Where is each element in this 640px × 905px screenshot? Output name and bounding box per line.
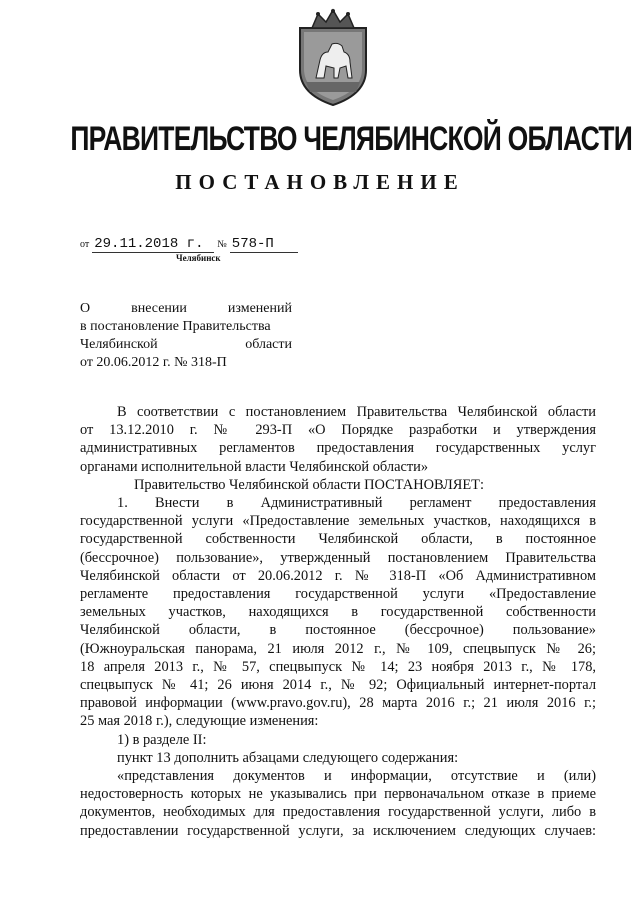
body-line: (Южноуральская панорама, 21 июля 2012 г., № 109, спецвыпуск № 26; [80, 640, 596, 657]
document-body [80, 403, 596, 840]
body-line: правовой информации (www.pravo.gov.ru), 28 марта 2016 г.; 21 июля 2016 г.; [80, 695, 596, 712]
body-line: документов, необходимых для предоставления государственной услуги, либо в [80, 804, 596, 821]
body-line: (бессрочное) пользование», утвержденный постановлением Правительства [80, 549, 596, 566]
document-subject [80, 300, 292, 372]
body-line: государственной собственности Челябинской области, в постоянное [80, 531, 596, 548]
body-line: В соответствии с постановлением Правительства Челябинской области [117, 404, 596, 420]
body-line: Челябинской области от 20.06.2012 г. № 318-П «Об Административном [80, 567, 596, 584]
subject-line: О внесении изменений [80, 301, 292, 316]
number-label: № [217, 239, 227, 250]
subject-line: от 20.06.2012 г. № 318-П [80, 355, 227, 370]
body-line: регламенте предоставления государственной услуги «Предоставление [80, 586, 596, 603]
document-type: ПОСТАНОВЛЕНИЕ [175, 170, 465, 194]
date-label: от [80, 239, 90, 250]
city-name: Челябинск [176, 253, 221, 263]
document-date: 29.11.2018 г. [92, 236, 214, 253]
organization-title: ПРАВИТЕЛЬСТВО ЧЕЛЯБИНСКОЙ ОБЛАСТИ [70, 120, 633, 158]
body-line: пункт 13 дополнить абзацами следующего содержания: [117, 749, 459, 766]
body-line: от 13.12.2010 г. № 293-П «О Порядке разработки и утверждения [80, 422, 596, 439]
registration-line [80, 236, 298, 253]
document-number: 578-П [230, 236, 298, 253]
body-line: административных регламентов предоставления государственных услуг [80, 440, 596, 457]
body-line: спецвыпуск № 41; 26 июня 2014 г., № 92; Официальный интернет-портал [80, 677, 596, 694]
body-line: Челябинской области, в постоянное (бессрочное) пользование» [80, 622, 596, 639]
body-line: 1) в разделе II: [117, 731, 207, 748]
body-line: органами исполнительной власти Челябинской области» [80, 458, 429, 475]
subject-line: Челябинской области [80, 337, 292, 352]
coat-of-arms-emblem [294, 8, 372, 108]
body-line: недостоверность которых не указывались при первоначальном отказе в приеме [80, 786, 596, 803]
body-line: «представления документов и информации, отсутствие и (или) [117, 768, 596, 785]
body-line: предоставлении государственной услуги, за исключением следующих случаев: [80, 822, 596, 839]
body-line: 25 мая 2018 г.), следующие изменения: [80, 713, 319, 730]
body-line: Правительство Челябинской области ПОСТАНОВЛЯЕТ: [134, 476, 484, 493]
body-line: 18 апреля 2013 г., № 57, спецвыпуск № 14; 23 ноября 2013 г., № 178, [80, 658, 596, 675]
body-line: государственной услуги «Предоставление земельных участков, находящихся в [80, 513, 596, 530]
body-line: земельных участков, находящихся в государственной собственности [80, 604, 596, 621]
body-line: 1. Внести в Административный регламент предоставления [117, 495, 596, 512]
subject-line: в постановление Правительства [80, 319, 271, 334]
